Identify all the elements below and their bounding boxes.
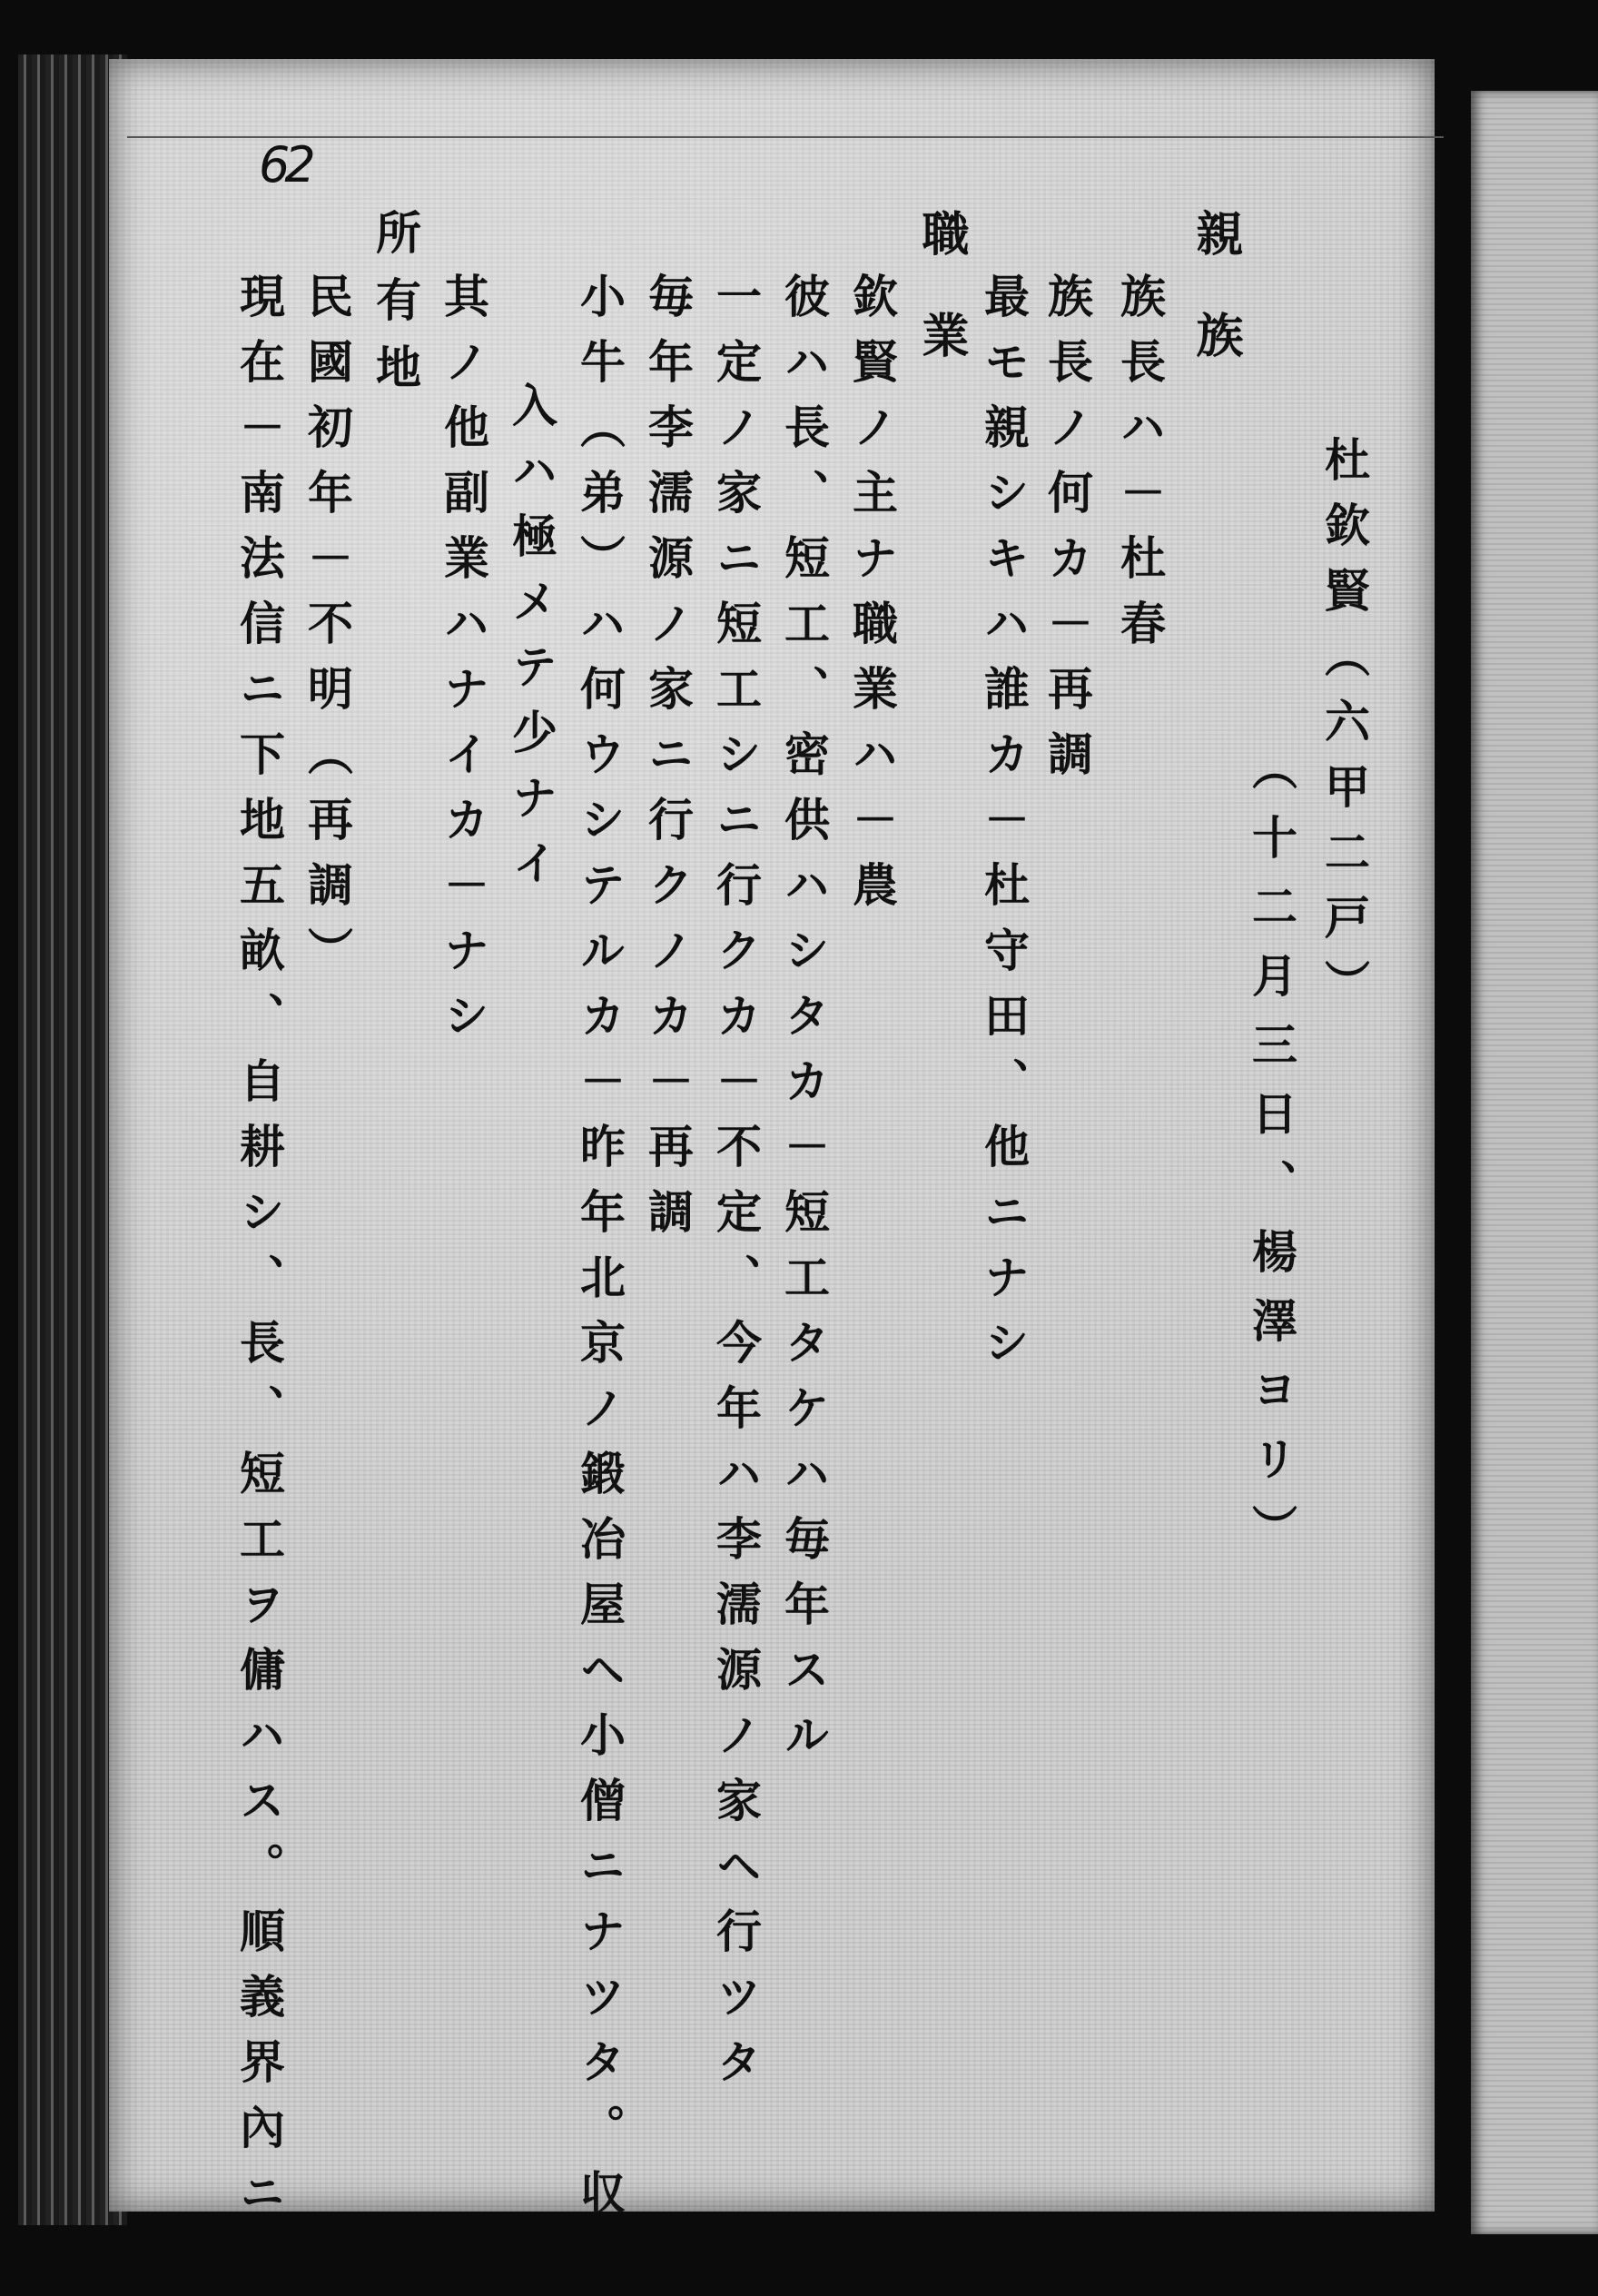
text-line: 入ハ極メテ少ナイ bbox=[505, 381, 557, 905]
date-line: （十二月三日、楊澤ヨリ） bbox=[1245, 745, 1297, 1573]
text-line: 民國初年－不明（再調） bbox=[301, 272, 353, 992]
text-line: 小牛（弟）ハ何ウシテルカ－昨年北京ノ鍛冶屋ヘ小僧ニナツタ。収 bbox=[573, 272, 626, 2234]
document-title: 杜欽賢（六甲二戸） bbox=[1317, 436, 1370, 1024]
text-line: 最モ親シキハ誰カ－杜守田、他ニナシ bbox=[977, 272, 1030, 1384]
section-heading-land: 所有地 bbox=[369, 209, 421, 411]
page-number: 62 bbox=[259, 136, 311, 193]
top-rule bbox=[127, 136, 1444, 138]
text-line: 族長ノ何カ－再調 bbox=[1041, 272, 1093, 796]
text-line: 一定ノ家ニ短工シニ行クカ－不定、今年ハ李濡源ノ家ヘ行ツタ bbox=[709, 272, 762, 2103]
text-line: 族長ハ－杜春 bbox=[1113, 272, 1166, 665]
text-line: 毎年李濡源ノ家ニ行クノカ－再調 bbox=[641, 272, 694, 1253]
text-line: 現在－南法信ニ下地五畝、自耕シ、長、短工ヲ傭ハス。順義界內ニ bbox=[232, 272, 285, 2234]
section-heading-occupation: 職業 bbox=[913, 209, 968, 412]
text-line: 其ノ他副業ハナイカ－ナシ bbox=[437, 272, 489, 1057]
adjacent-page-edge bbox=[1471, 91, 1598, 2234]
text-line: 欽賢ノ主ナ職業ハ－農 bbox=[845, 272, 898, 926]
section-heading-kinship: 親族 bbox=[1188, 209, 1242, 412]
text-line: 彼ハ長、短工、密供ハシタカ－短工タケハ毎年スル bbox=[777, 272, 830, 1776]
